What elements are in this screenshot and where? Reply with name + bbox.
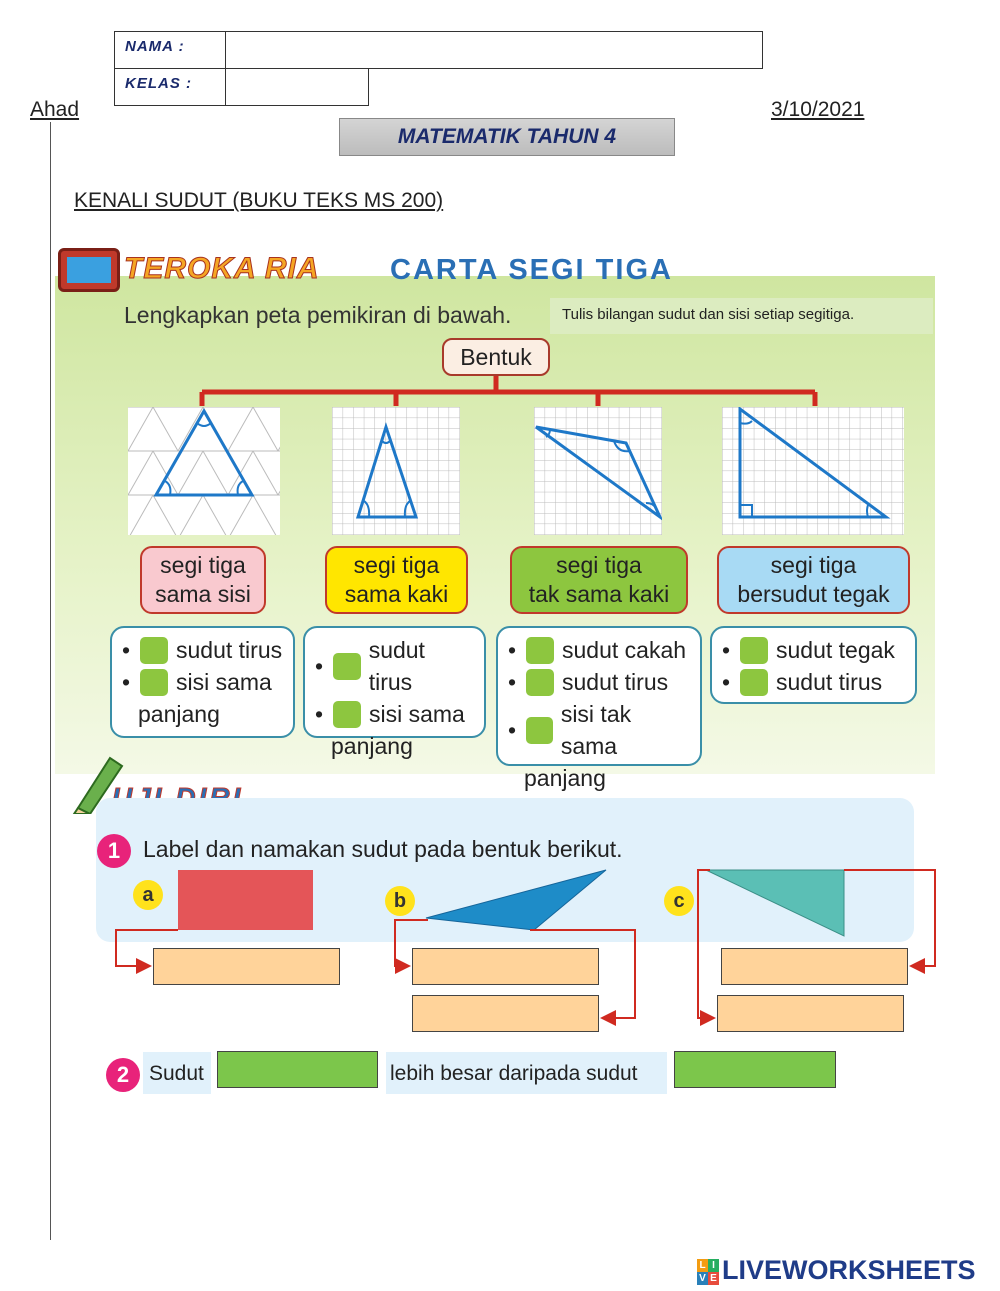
teroka-note: Tulis bilangan sudut dan sisi setiap segitiga.	[550, 298, 933, 334]
q1-text: Label dan namakan sudut pada bentuk berikut.	[143, 836, 623, 862]
info-box-scalene: • sudut cakah • sudut tirus • sisi tak sama panjang	[496, 626, 702, 766]
scalene-triangle-image	[534, 407, 662, 535]
kelas-label: KELAS :	[125, 75, 192, 92]
info-box-isosceles: • sudut tirus • sisi sama panjang	[303, 626, 486, 738]
label-b: b	[385, 886, 415, 916]
answer-square[interactable]	[526, 669, 554, 696]
list-item: • sudut cakah	[508, 637, 687, 663]
type-box-equilateral: segi tiga sama sisi	[140, 546, 266, 614]
isosceles-triangle-image	[332, 407, 460, 535]
liveworksheets-logo-icon: L I V E	[697, 1259, 719, 1285]
subject-title: MATEMATIK TAHUN 4	[397, 125, 617, 148]
answer-square[interactable]	[333, 653, 361, 680]
label-c: c	[664, 886, 694, 916]
answer-square[interactable]	[140, 637, 168, 664]
chart-title: CARTA SEGI TIGA	[390, 254, 673, 286]
root-node: Bentuk	[442, 338, 550, 376]
answer-field-q2-first[interactable]	[217, 1051, 378, 1088]
list-item: • sudut tegak	[722, 637, 895, 663]
answer-square[interactable]	[526, 717, 553, 744]
nama-field[interactable]	[225, 31, 763, 69]
answer-square[interactable]	[333, 701, 361, 728]
type-box-right: segi tiga bersudut tegak	[717, 546, 910, 614]
day-label: Ahad	[30, 98, 80, 121]
q2-middle-panel: lebih besar daripada sudut	[386, 1052, 667, 1094]
liveworksheets-brand[interactable]: LIVEWORKSHEETS	[722, 1255, 976, 1285]
right-triangle-image	[722, 407, 904, 535]
list-item: • sudut tirus	[315, 637, 425, 695]
nama-label: NAMA :	[125, 38, 185, 55]
list-item: • sisi sama	[315, 701, 465, 727]
answer-square[interactable]	[740, 637, 768, 664]
teroka-badge: TEROKA RIA	[124, 252, 320, 285]
list-item: • sudut tirus	[508, 669, 669, 695]
equilateral-triangle-image	[128, 407, 280, 535]
kelas-label-cell	[114, 68, 226, 106]
list-item: • sisi sama	[122, 669, 272, 695]
nama-label-cell	[114, 31, 226, 69]
list-item: • sudut tirus	[122, 637, 283, 663]
kelas-field[interactable]	[225, 68, 369, 106]
answer-square[interactable]	[740, 669, 768, 696]
red-arrows	[0, 860, 1000, 1060]
info-box-right	[710, 626, 917, 704]
answer-field-q2-second[interactable]	[674, 1051, 836, 1088]
q2-number: 2	[106, 1058, 140, 1092]
type-box-scalene: segi tiga tak sama kaki	[510, 546, 688, 614]
subject-title-box	[339, 118, 675, 156]
info-box-equilateral: • sudut tirus • sisi sama panjang	[110, 626, 295, 738]
q2-before-panel: Sudut	[143, 1052, 211, 1094]
date-label: 3/10/2021	[771, 98, 865, 121]
list-item: • sudut tirus	[722, 669, 883, 695]
teroka-instruction: Lengkapkan peta pemikiran di bawah.	[124, 302, 512, 328]
tablet-icon	[58, 248, 120, 292]
label-a: a	[133, 880, 163, 910]
topic-title: KENALI SUDUT (BUKU TEKS MS 200)	[74, 189, 444, 212]
type-box-isosceles: segi tiga sama kaki	[325, 546, 468, 614]
answer-square[interactable]	[526, 637, 554, 664]
answer-square[interactable]	[140, 669, 168, 696]
q1-number: 1	[97, 834, 131, 868]
list-item: • sisi tak sama	[508, 701, 632, 759]
